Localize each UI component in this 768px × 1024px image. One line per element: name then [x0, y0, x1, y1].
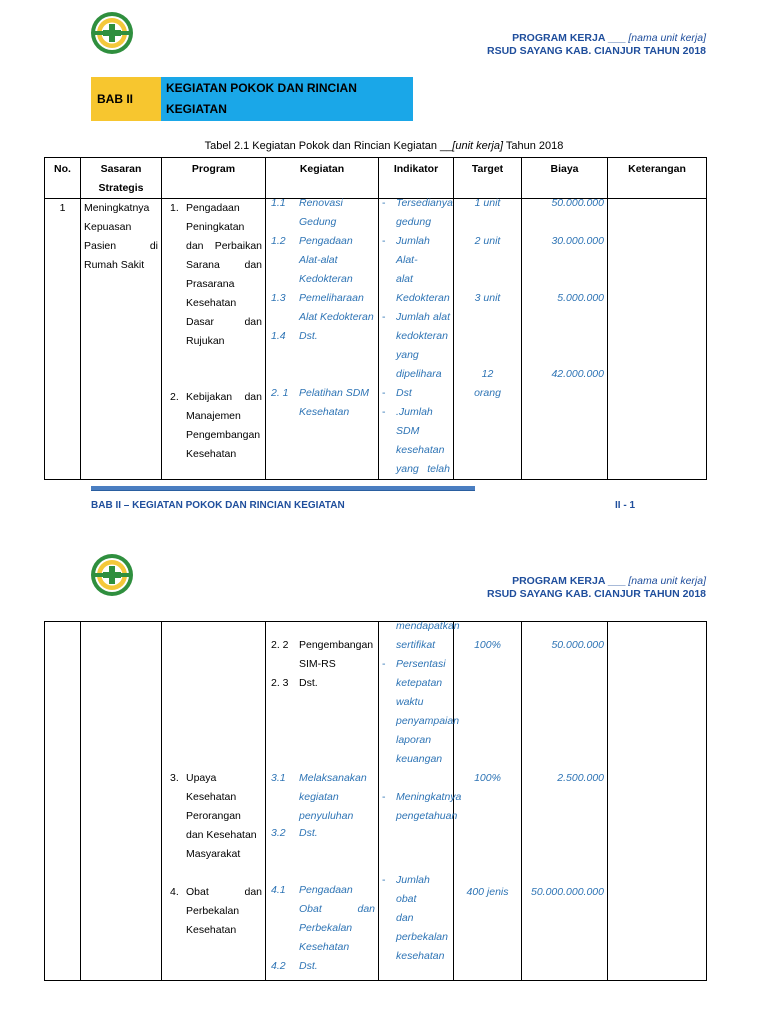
sasaran-cell	[81, 622, 162, 981]
activity-table	[44, 157, 707, 480]
target-cell: 1 unit 2 unit 3 unit 12 orang	[454, 199, 522, 480]
sasaran-cell: Meningkatnya Kepuasan Pasien di Rumah Sakit	[81, 199, 162, 480]
footer-divider	[91, 486, 475, 491]
keterangan-cell	[608, 622, 707, 981]
table-row	[45, 622, 707, 981]
page-header: PROGRAM KERJA ___ [nama unit kerja] RSUD SAYANG KAB. CIANJUR TAHUN 2018	[487, 32, 706, 57]
row-number: 1	[45, 199, 81, 480]
indikator-cell: - Tersedianya gedung - Jumlah Alat- alat Kedokteran - Jumlah alat kedokteran yang dipelihara - Dst - .Jumlah SDM kesehatan yang telah	[379, 199, 454, 480]
chapter-label: BAB II	[91, 77, 161, 121]
col-header-no: No.	[45, 158, 81, 199]
row-number	[45, 622, 81, 981]
table-caption: Tabel 2.1 Kegiatan Pokok dan Rincian Kegiatan __[unit kerja] Tahun 2018	[204, 140, 564, 152]
kegiatan-cell: 1.1 Renovasi Gedung 1.2 Pengadaan Alat-alat Kedokteran 1.3 Pemeliharaan Alat Kedokteran 1.4 Dst. 2. 1 Pelatihan SDM Kesehatan	[266, 199, 379, 480]
col-header-kegiatan: Kegiatan	[266, 158, 379, 199]
target-cell: 100% 100% 400 jenis	[454, 622, 522, 981]
chapter-banner	[91, 77, 413, 121]
biaya-cell: 50.000.000 2.500.000 50.000.000.000	[522, 622, 608, 981]
program-cell: 1. Pengadaan Peningkatan dan Perbaikan Sarana dan Prasarana Kesehatan Dasar dan Rujukan 2. Kebijakan dan Manajemen Pengembangan Kesehatan	[162, 199, 266, 480]
biaya-cell: 50.000.000 30.000.000 5.000.000 42.000.000	[522, 199, 608, 480]
col-header-target: Target	[454, 158, 522, 199]
hospital-logo-icon	[90, 553, 134, 597]
program-cell: 3. Upaya Kesehatan Perorangan dan Kesehatan Masyarakat 4. Obat dan Perbekalan Kesehatan	[162, 622, 266, 981]
kegiatan-cell: 2. 2 Pengembangan SIM-RS 2. 3 Dst. 3.1 Melaksanakan kegiatan penyuluhan 3.2 Dst. 4.1 Pengadaan Obat dan Perbekalan Kesehatan 4.2 Dst.	[266, 622, 379, 981]
page-header: PROGRAM KERJA ___ [nama unit kerja] RSUD SAYANG KAB. CIANJUR TAHUN 2018	[487, 575, 706, 600]
keterangan-cell	[608, 199, 707, 480]
col-header-indikator: Indikator	[379, 158, 454, 199]
footer-page-number: II - 1	[615, 500, 636, 511]
activity-table-continued	[44, 621, 707, 981]
col-header-program: Program	[162, 158, 266, 199]
hospital-logo-icon	[90, 11, 134, 55]
chapter-title: KEGIATAN POKOK DAN RINCIAN KEGIATAN	[161, 77, 413, 121]
indikator-cell: mendapatkan sertifikat - Persentasi ketepatan waktu penyampaian laporan keuangan - Meningkatnya pengetahuan - Jumlah obat dan perbekalan kesehatan	[379, 622, 454, 981]
footer-chapter: BAB II – KEGIATAN POKOK DAN RINCIAN KEGIATAN	[91, 500, 345, 511]
col-header-keterangan: Keterangan	[608, 158, 707, 199]
table-row	[45, 199, 707, 480]
col-header-sasaran: Sasaran Strategis	[81, 158, 162, 199]
col-header-biaya: Biaya	[522, 158, 608, 199]
